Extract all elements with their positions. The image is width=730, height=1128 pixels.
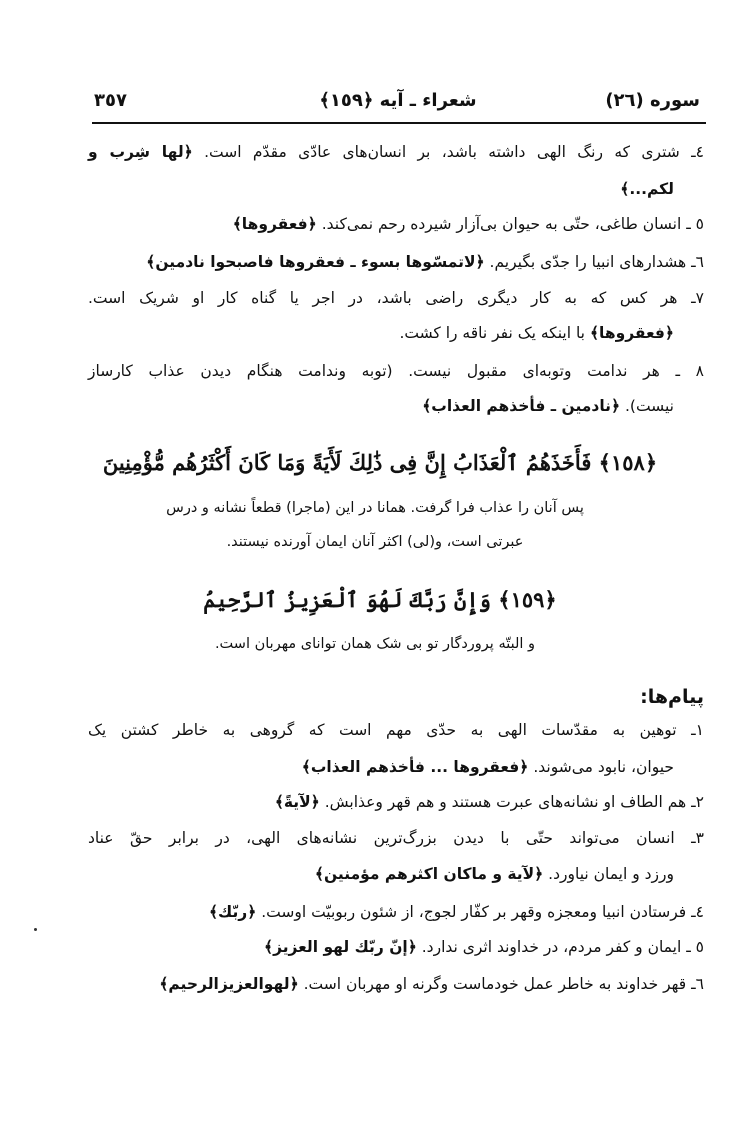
ayah-158-translation-line1: پس آنان را عذاب فرا گرفت. همانا در این (ماجرا) قطعاً نشانه و درس <box>166 500 584 516</box>
message-2: ٢ـ هم الطاف او نشانه‌های عبرت هستند و هم قهر وعذابش. ﴿لآيةً﴾ <box>274 793 704 811</box>
header-title: شعراء ـ آيه ﴿١٥٩﴾ <box>319 90 477 111</box>
message-3-line2: ورزد و ایمان نیاورد. ﴿لآية و ماکان اکثرهم مؤمنین﴾ <box>314 865 674 883</box>
point-4-line2: لکم...﴾ <box>620 180 674 198</box>
scan-speck <box>34 928 37 931</box>
point-5: ٥ ـ انسان طاغی، حتّی به حیوان بی‌آزار شیرده رحم نمی‌کند. ﴿فعقروها﴾ <box>232 215 704 233</box>
ayah-158-arabic <box>80 446 680 480</box>
ayah-158-text: فَأَخَذَهُمُ ٱلْعَذَابُ إِنَّ فِى ذَٰلِكَ لَأَيَةً وَمَا كَانَ أَكْثَرُهُم مُّؤْمِنِينَ <box>102 450 592 475</box>
point-8-line2: نیست). ﴿نادمین ـ فأخذهم العذاب﴾ <box>422 397 674 415</box>
page-number: ٣٥٧ <box>94 90 127 111</box>
point-6: ٦ـ هشدارهای انبیا را جدّی بگیریم. ﴿لاتمسّوها بسوء ـ فعقروها فاصبحوا نادمین﴾ <box>146 253 704 271</box>
point-8-line1: ٨ ـ هر ندامت وتوبه‌ای مقبول نیست. (توبه وندامت هنگام دیدن عذاب کارساز <box>88 362 704 380</box>
message-4: ٤ـ فرستادن انبیا ومعجزه وقهر بر کفّار لجوج، از شئون ربوبیّت اوست. ﴿ربّك﴾ <box>208 903 704 921</box>
message-1-line1: ١ـ توهین به مقدّسات الهی به حدّی مهم است که گروهی به خاطر کشتن یک <box>88 721 704 739</box>
messages-title: پیام‌ها: <box>640 686 704 708</box>
point-4-line1: ٤ـ شتری که رنگ الهی داشته باشد، بر انسان‌های عادّی مقدّم است. ﴿لها شِرب و <box>88 143 704 161</box>
ayah-159-text: وَإِنَّ رَبَّكَ لَهُوَ ٱلْعَزِيزُ ٱلرَّحِيمُ <box>203 587 491 612</box>
header-divider <box>92 122 706 124</box>
ayah-159-number: ﴿١٥٩﴾ <box>498 587 557 612</box>
message-6: ٦ـ قهر خداوند به خاطر عمل خودماست وگرنه او مهربان است. ﴿لهوالعزيزالرحيم﴾ <box>159 975 704 993</box>
ayah-158-number: ﴿١٥٨﴾ <box>598 450 658 475</box>
ayah-159-arabic <box>80 583 680 617</box>
point-7-line1: ٧ـ هر کس که به کار دیگری راضی باشد، در اجر یا گناه کار او شریک است. <box>88 289 704 307</box>
message-5: ٥ ـ ایمان و کفر مردم، در خداوند اثری ندارد. ﴿إنّ ربّك لهو العزيز﴾ <box>263 938 704 956</box>
ayah-159-translation: و البتّه پروردگار تو بی شک همان توانای مهربان است. <box>214 636 536 652</box>
ayah-158-translation-line2: عبرتی است، و(لی) اکثر آنان ایمان آورنده نیستند. <box>226 534 524 550</box>
message-3-line1: ٣ـ انسان می‌تواند حتّی با دیدن بزرگ‌ترین نشانه‌های الهی، در برابر حقّ عناد <box>88 829 704 847</box>
point-7-line2: ﴿فعقروها﴾ با اینکه یک نفر ناقه را کشت. <box>399 324 674 342</box>
message-1-line2: حیوان، نابود می‌شوند. ﴿فعقروها ... فأخذهم العذاب﴾ <box>301 758 674 776</box>
page-header <box>92 88 704 120</box>
surah-label: سوره (٢٦) <box>605 90 700 111</box>
